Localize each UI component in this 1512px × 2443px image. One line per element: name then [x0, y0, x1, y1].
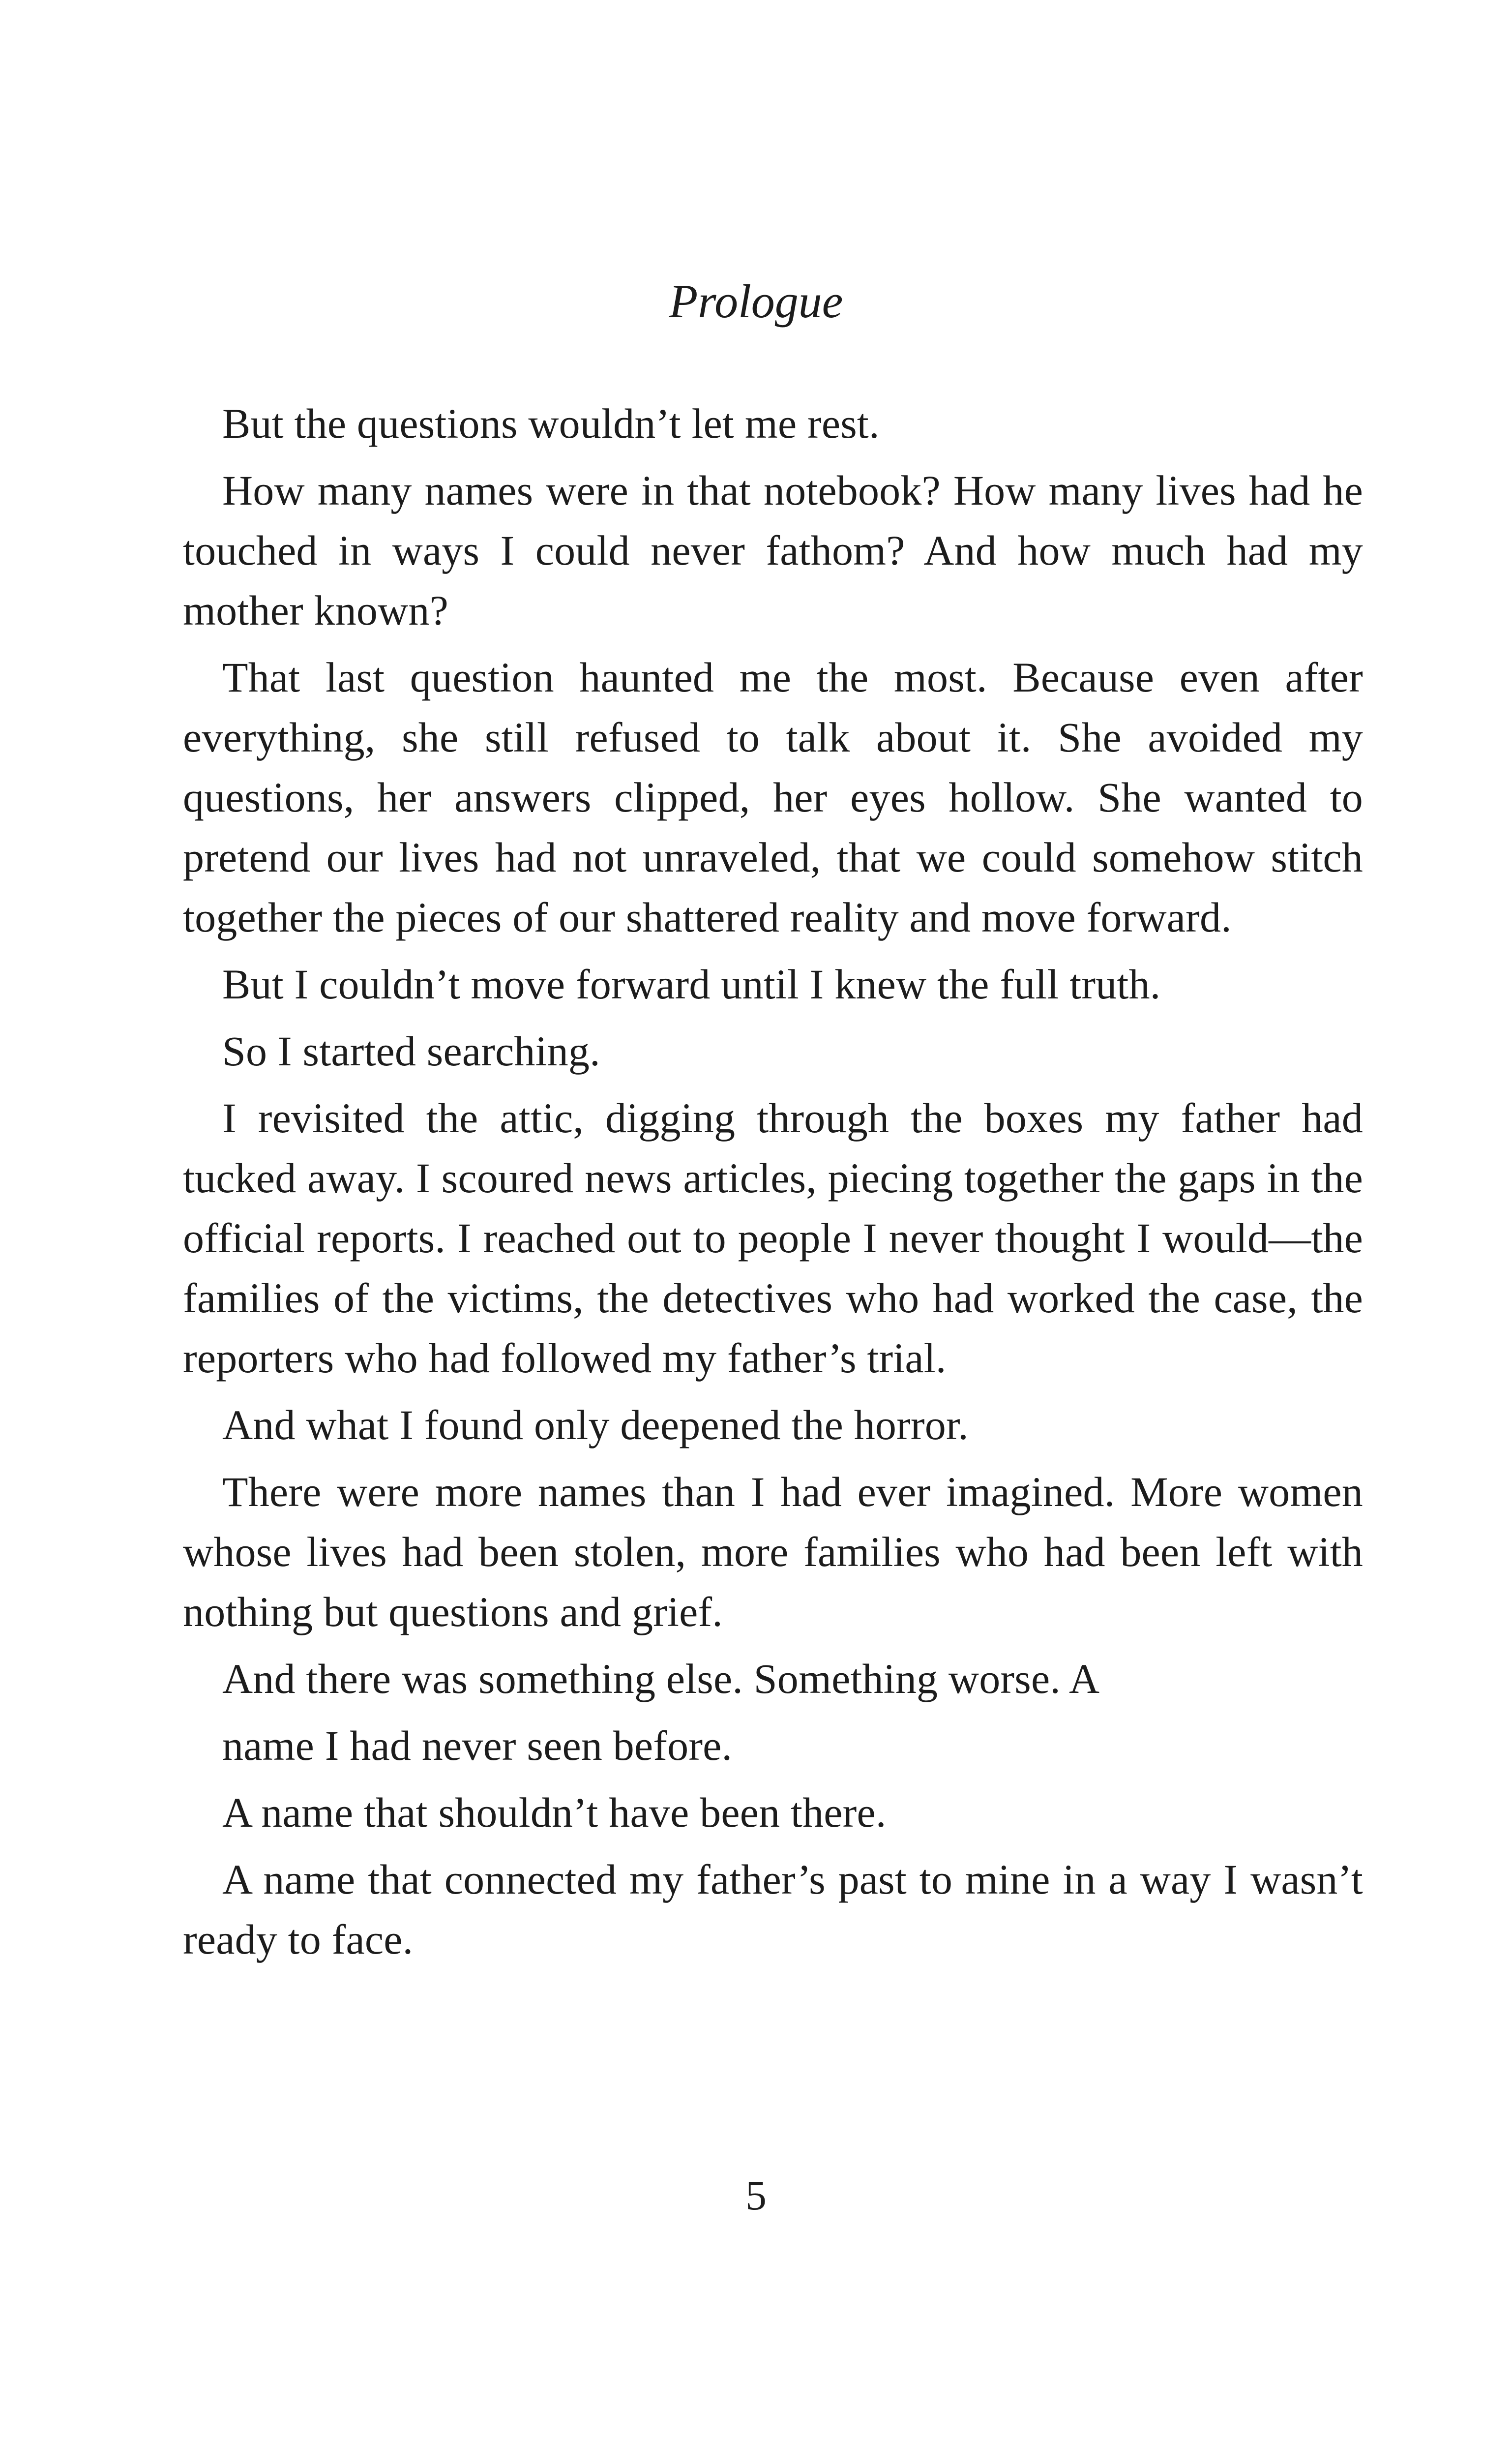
paragraph: I revisited the attic, digging through the boxes my father had tucked away. I scoured news articles, piecing together the gaps in the official reports. I reached out to people I never thought I would—the families of the victims, the detectives who had worked the case, the reporters who had followed my father’s trial.	[183, 1094, 1363, 1382]
paragraph: How many names were in that notebook? How many lives had he touched in ways I could never fathom? And how much had my mother known?	[183, 467, 1363, 634]
page-number: 5	[745, 2172, 767, 2219]
paragraph: A name that shouldn’t have been there.	[222, 1789, 887, 1836]
running-header: Prologue	[669, 275, 843, 328]
paragraph: A name that connected my father’s past to mine in a way I wasn’t ready to face.	[183, 1856, 1363, 1963]
paragraph: And what I found only deepened the horror.	[222, 1401, 969, 1448]
paragraph: But the questions wouldn’t let me rest.	[222, 400, 880, 447]
paragraph: And there was something else. Something worse. A	[222, 1655, 1100, 1702]
paragraph: That last question haunted me the most. Because even after everything, she still refused to talk about it. She avoided my questions, her answers clipped, her eyes hollow. She wanted to pretend our lives had not unraveled, that we could somehow stitch together the pieces of our shattered reality and move forward.	[183, 654, 1363, 941]
body-text	[183, 393, 1363, 1976]
paragraph: name I had never seen before.	[222, 1722, 733, 1769]
paragraph: But I couldn’t move forward until I knew the full truth.	[222, 961, 1161, 1008]
paragraph: There were more names than I had ever imagined. More women whose lives had been stolen, more families who had been left with nothing but questions and grief.	[183, 1468, 1363, 1635]
paragraph: So I started searching.	[222, 1027, 600, 1075]
